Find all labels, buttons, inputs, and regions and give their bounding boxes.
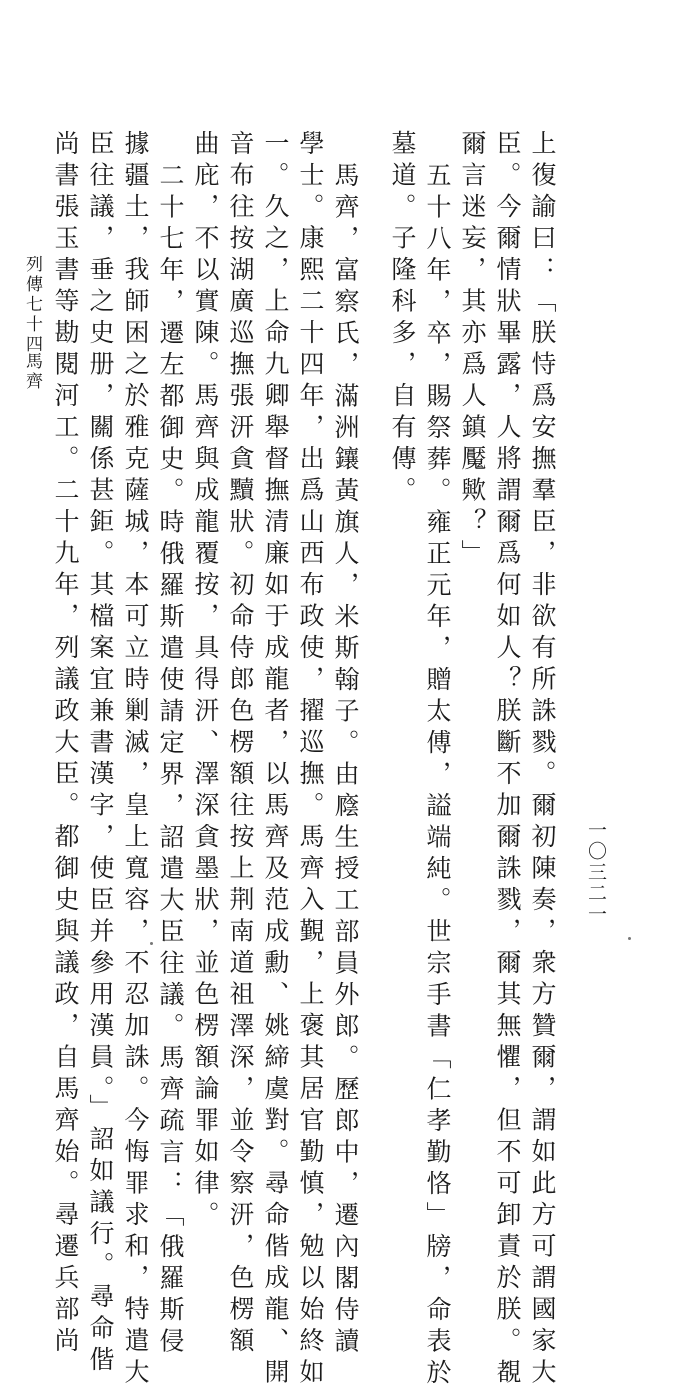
text-column: 馬齊，富察氏，滿洲鑲黃旗人，米斯翰子。由廕生授工部員外郎。歷郎中，遷內閣侍讀 — [331, 162, 360, 1359]
text-column: 墓道。子隆科多，自有傳。 — [388, 130, 417, 508]
text-column: 爾言迷妄，其亦爲人鎮魘歟？」 — [458, 130, 487, 571]
text-column: 臣往議，垂之史册，關係甚鉅。其檔案宜兼書漢字，使臣并參用漢員。」詔如議行。尋命偕 — [86, 130, 115, 1378]
page-number: 一〇三二一 — [585, 820, 607, 925]
scan-speck — [628, 937, 631, 940]
text-column: 上復諭曰：「朕恃爲安撫羣臣，非欲有所誅戮。爾初陳奏，衆方贊爾，謂如此方可謂國家大 — [528, 130, 557, 1390]
text-column: 音布往按湖廣巡撫張汧貪黷狀。初命侍郎色楞額往按上荆南道祖澤深，並令察汧，色楞額 — [226, 130, 255, 1359]
text-column: 二十七年，遷左都御史。時俄羅斯遣使請定界，詔遣大臣往議。馬齊疏言：「俄羅斯侵 — [156, 162, 185, 1359]
text-column: 曲庇，不以實陳。馬齊與成龍覆按，具得汧、澤深貪墨狀，並色楞額論罪如律。 — [191, 130, 220, 1233]
scan-speck — [150, 942, 153, 945]
text-column: 一。久之，上命九卿舉督撫清廉如于成龍者，以馬齊及范成勳、姚締虞對。尋命偕成龍、開 — [261, 130, 290, 1390]
text-column: 五十八年，卒，賜祭葬。雍正元年，贈太傅，謚端純。世宗手書「仁孝勤恪」牓，命表於 — [423, 162, 452, 1391]
text-column: 臣。今爾情狀畢露，人將謂爾爲何如人？朕斷不加爾誅戮，爾其無懼，但不可卸責於朕。覩 — [493, 130, 522, 1390]
text-column: 學士。康熙二十四年，出爲山西布政使，擢巡撫。馬齊入覲，上褒其居官勤慎，勉以始終如 — [296, 130, 325, 1390]
running-header-name: 馬齊 — [22, 352, 42, 392]
text-column: 尚書張玉書等勘閱河工。二十九年，列議政大臣。都御史與議政，自馬齊始。尋遷兵部尚 — [51, 130, 80, 1359]
running-header-chapter: 列傳七十四 — [22, 255, 42, 355]
text-column: 據疆土，我師困之於雅克薩城，本可立時剿滅，皇上寬容，不忍加誅。今悔罪求和，特遣大 — [121, 130, 150, 1390]
